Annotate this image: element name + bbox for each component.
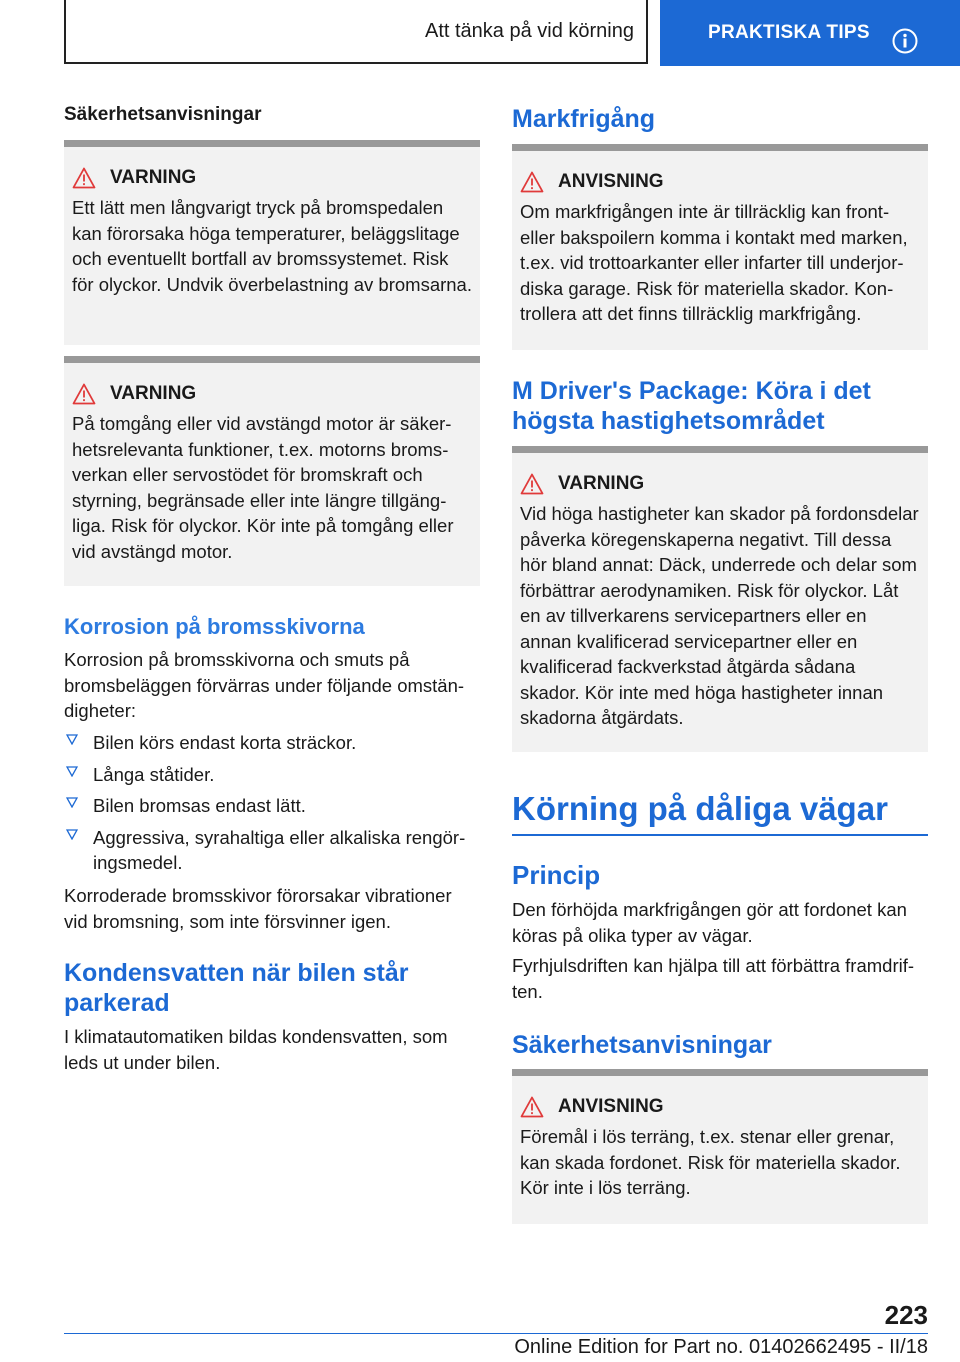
footer-divider xyxy=(64,1333,928,1334)
warning-label: VARNING xyxy=(110,167,197,188)
warning-text: Ett lätt men långvarigt tryck på bromspedalen kan förorsaka höga temperaturer, beläggslitage och eventuellt bortfall av bromssystemet. Risk för olyckor. Undvik överbelastning av bromsarna. xyxy=(72,197,472,295)
warning-title xyxy=(72,383,472,405)
principle-paragraph-1: Den förhöjda markfrigången gör att fordonet kan köras på olika typer av vägar. xyxy=(512,899,907,946)
warning-title xyxy=(72,167,472,189)
notice-text: Föremål i lös terräng, t.ex. stenar eller grenar, kan skada fordonet. Risk för materiella skador. Kör inte i lös terräng. xyxy=(520,1126,901,1198)
triangle-bullet-icon xyxy=(66,733,78,745)
clearance-heading: Markfrigång xyxy=(512,105,656,133)
principle-heading: Princip xyxy=(512,860,601,890)
warning-triangle-icon xyxy=(72,167,96,189)
safety-heading-2: Säkerhetsanvisningar xyxy=(512,1031,772,1059)
list-item: Bilen körs endast korta sträckor. xyxy=(64,730,480,756)
notice-title xyxy=(520,171,920,193)
corrosion-heading: Korrosion på bromsskivorna xyxy=(64,614,365,639)
notice-box-terrain xyxy=(512,1069,928,1224)
chapter-title: PRAKTISKA TIPS xyxy=(708,22,870,43)
safety-heading: Säkerhetsanvisningar xyxy=(64,104,262,125)
warning-triangle-icon xyxy=(520,473,544,495)
warning-box-high-speed xyxy=(512,446,928,752)
section-tab xyxy=(64,0,648,64)
warning-triangle-icon xyxy=(520,171,544,193)
corrosion-outro: Korroderade bromsskivor förorsakar vibrationer vid bromsning, som inte försvinner igen. xyxy=(64,885,452,932)
notice-label: ANVISNING xyxy=(558,171,664,192)
notice-text: Om markfrigången inte är tillräcklig kan front- eller bakspoilern komma i kontakt med marken, t.ex. vid trottoarkanter eller infarter till underjordiska garage. Risk för materiella skador. Kontrollera att det finns tillräcklig markfrigång. xyxy=(520,201,908,324)
page-header xyxy=(0,0,960,66)
bad-roads-heading: Körning på dåliga vägar xyxy=(512,790,928,836)
triangle-bullet-icon xyxy=(66,828,78,840)
triangle-bullet-icon xyxy=(66,796,78,808)
notice-box-clearance xyxy=(512,144,928,350)
warning-label: VARNING xyxy=(110,383,197,404)
list-item: Bilen bromsas endast lätt. xyxy=(64,793,480,819)
notice-label: ANVISNING xyxy=(558,1096,664,1117)
condensation-text: I klimatautomatiken bildas kondensvatten, som leds ut under bilen. xyxy=(64,1026,448,1073)
condensation-heading: Kondensvatten när bilen står parkerad xyxy=(64,959,409,1017)
principle-paragraph-2: Fyrhjulsdriften kan hjälpa till att förbättra framdriften. xyxy=(512,955,915,1002)
warning-triangle-icon xyxy=(520,1096,544,1118)
warning-box-idle xyxy=(64,356,480,586)
warning-label: VARNING xyxy=(558,473,645,494)
section-title: Att tänka på vid körning xyxy=(424,19,634,42)
list-item: Aggressiva, syrahaltiga eller alkaliska rengöringsmedel. xyxy=(64,825,480,876)
mdriver-heading: M Driver's Package: Köra i det högsta hastighetsområdet xyxy=(512,377,871,435)
corrosion-list xyxy=(64,730,480,882)
page-number: 223 xyxy=(884,1300,928,1330)
warning-triangle-icon xyxy=(72,383,96,405)
edition-text: Online Edition for Part no. 01402662495 - II/18 xyxy=(514,1336,928,1358)
warning-box-brake-pressure xyxy=(64,140,480,345)
info-icon xyxy=(892,28,918,54)
notice-title xyxy=(520,1096,920,1118)
warning-text: Vid höga hastigheter kan skador på fordonsdelar påverka köregenskaperna negativt. Till dessa hör bland annat: Däck, underrede och delar som förbättrar aerodynamiken. Risk för olyckor. Låt en av tillverkarens servicepartners eller en annan kvalificerad servicepartner eller en kvalificerad fackverkstad åtgärda sådana skador. Kör inte med höga hastigheter innan skadorna åtgärdats. xyxy=(520,503,919,728)
warning-text: På tomgång eller vid avstängd motor är säkerhetsrelevanta funktioner, t.ex. motorns bromsverkan eller servostödet för bromskraft och styrning, begränsade eller inte längre tillgängliga. Risk för olyckor. Kör inte på tomgång eller vid avstängd motor. xyxy=(72,413,454,562)
warning-title xyxy=(520,473,920,495)
list-item: Långa ståtider. xyxy=(64,762,480,788)
corrosion-intro: Korrosion på bromsskivorna och smuts på bromsbeläggen förvärras under följande omständigheter: xyxy=(64,649,465,721)
triangle-bullet-icon xyxy=(66,765,78,777)
